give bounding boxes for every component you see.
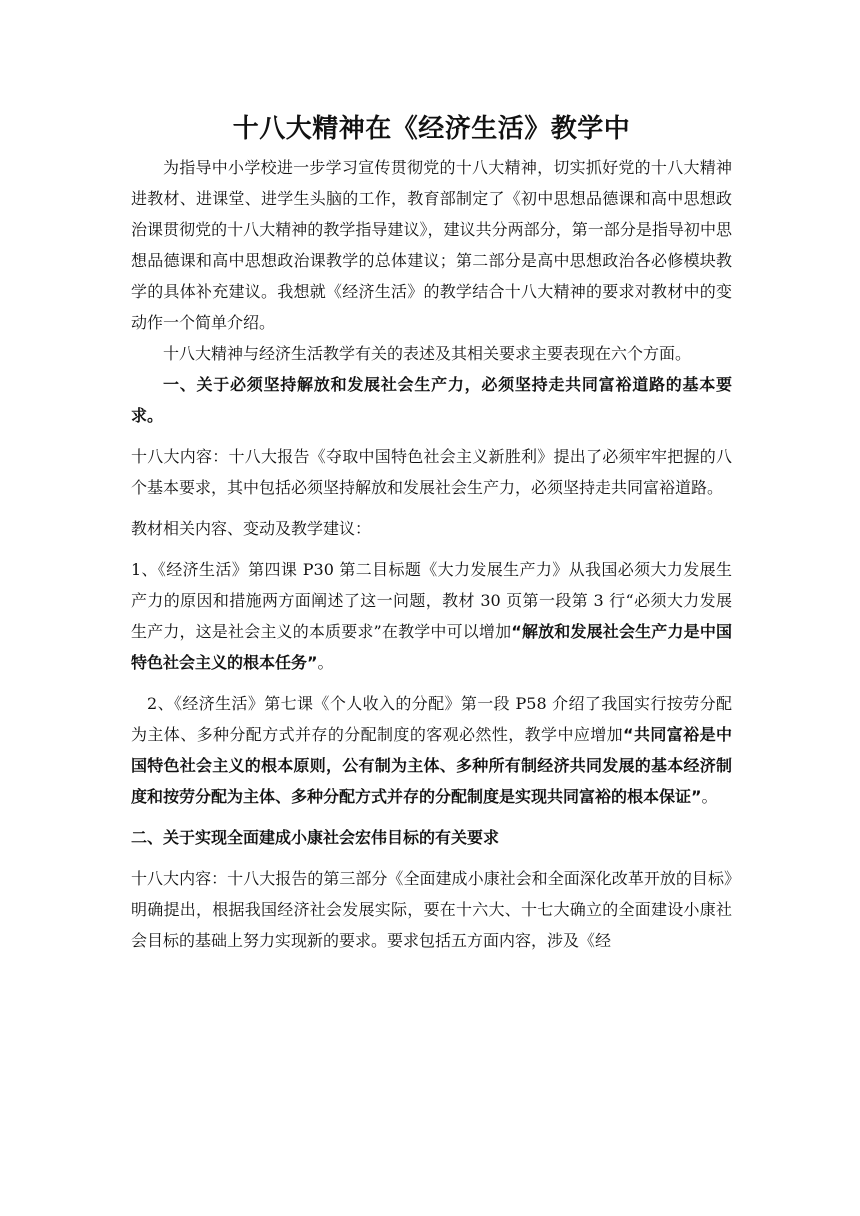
section-1-item-1	[131, 554, 732, 678]
item-1-end: 。	[317, 653, 334, 672]
section-1-item-2	[131, 688, 732, 812]
section-2-content	[131, 863, 732, 956]
section-2-content-label: 十八大内容：	[131, 869, 228, 888]
overview-paragraph: 十八大精神与经济生活教学有关的表述及其相关要求主要表现在六个方面。	[163, 344, 692, 363]
item-2-text: 2、《经济生活》第七课《个人收入的分配》第一段 P58 介绍了我国实行按劳分配为主体、多种分配方式并存的分配制度的客观必然性，教学中应增加	[131, 694, 732, 744]
section-1-teaching-heading: 教材相关内容、变动及教学建议：	[131, 519, 372, 538]
section-1-content	[131, 441, 732, 503]
intro-paragraph: 为指导中小学校进一步学习宣传贯彻党的十八大精神，切实抓好党的十八大精神进教材、进课堂、进学生头脑的工作，教育部制定了《初中思想品德课和高中思想政治课贯彻党的十八大精神的教学指导建议》，建议共分两部分，第一部分是指导初中思想品德课和高中思想政治课教学的总体建议；第二部分是高中思想政治各必修模块教学的具体补充建议。我想就《经济生活》的教学结合十八大精神的要求对教材中的变动作一个简单介绍。	[131, 158, 732, 332]
section-1-content-text: 十八大报告《夺取中国特色社会主义新胜利》提出了必须牢牢把握的八个基本要求，其中包括必须坚持解放和发展社会生产力，必须坚持走共同富裕道路。	[131, 447, 732, 497]
section-1-content-label: 十八大内容：	[131, 447, 229, 466]
item-2-end: 。	[701, 787, 718, 806]
item-1-text: 1、《经济生活》第四课 P30 第二目标题《大力发展生产力》从我国必须大力发展生产力的原因和措施两方面阐述了这一问题，教材 30 页第一段第 3 行“必须大力发展生产力，这是社会主义的本质要求”在教学中可以增加	[131, 560, 732, 641]
document-title: 十八大精神在《经济生活》教学中	[232, 114, 631, 144]
section-2-heading: 二、关于实现全面建成小康社会宏伟目标的有关要求	[131, 828, 500, 847]
item-1-emphasis: “解放和发展社会生产力是中国特色社会主义的根本任务”	[131, 622, 732, 672]
item-2-emphasis: “共同富裕是中国特色社会主义的根本原则，公有制为主体、多种所有制经济共同发展的基本经济制度和按劳分配为主体、多种分配方式并存的分配制度是实现共同富裕的根本保证”	[131, 725, 732, 806]
section-2-content-text: 十八大报告的第三部分《全面建成小康社会和全面深化改革开放的目标》明确提出，根据我国经济社会发展实际，要在十六大、十七大确立的全面建设小康社会目标的基础上努力实现新的要求。要求包括五方面内容，涉及《经	[131, 869, 732, 950]
section-1-heading: 一、关于必须坚持解放和发展社会生产力，必须坚持走共同富裕道路的基本要求。	[131, 375, 732, 425]
